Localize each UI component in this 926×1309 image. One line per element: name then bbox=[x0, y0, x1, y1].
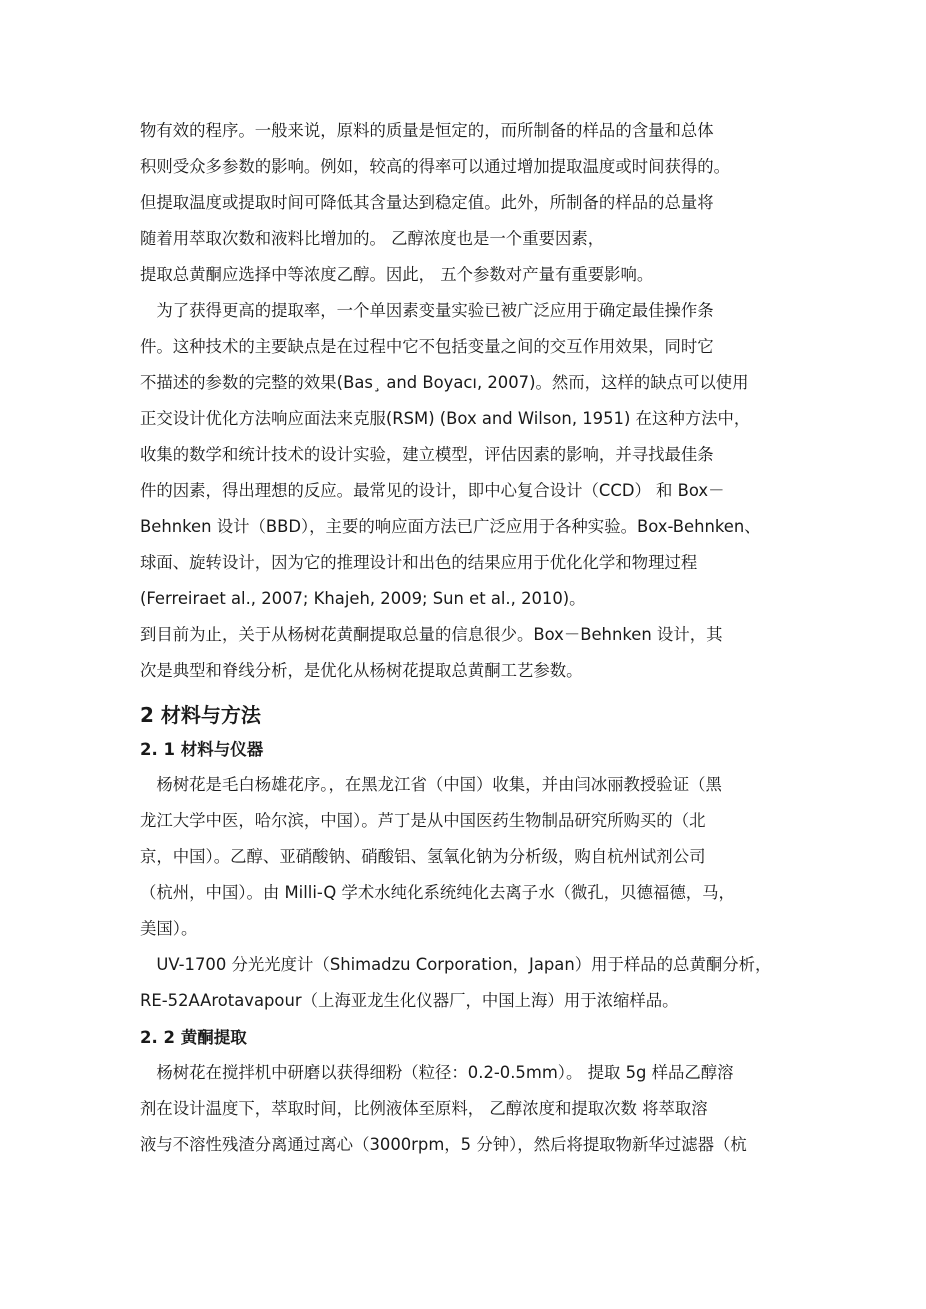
paragraph-5 bbox=[140, 947, 788, 1019]
text-line: 物有效的程序。一般来说，原料的质量是恒定的，而所制备的样品的含量和总体 bbox=[140, 121, 714, 140]
section-heading-2-2: 2. 2 黄酮提取 bbox=[140, 1028, 247, 1047]
text-line: 球面、旋转设计，因为它的推理设计和出色的结果应用于优化化学和物理过程 bbox=[140, 553, 698, 572]
text-line: Behnken 设计（BBD），主要的响应面方法已广泛应用于各种实验。Box-Behnken、 bbox=[140, 517, 761, 536]
text-line: (Ferreiraet al., 2007; Khajeh, 2009; Sun et al., 2010)。 bbox=[140, 589, 586, 608]
text-line: 随着用萃取次数和液料比增加的。 乙醇浓度也是一个重要因素， bbox=[140, 229, 605, 248]
text-line: 收集的数学和统计技术的设计实验，建立模型，评估因素的影响，并寻找最佳条 bbox=[140, 445, 714, 464]
text-line: 但提取温度或提取时间可降低其含量达到稳定值。此外，所制备的样品的总量将 bbox=[140, 193, 714, 212]
text-line: 液与不溶性残渣分离通过离心（3000rpm，5 分钟），然后将提取物新华过滤器（杭 bbox=[140, 1135, 747, 1154]
text-line: 杨树花是毛白杨雄花序。，在黑龙江省（中国）收集，并由闫冰丽教授验证（黑 bbox=[140, 775, 722, 794]
section-heading-2-1: 2. 1 材料与仪器 bbox=[140, 740, 264, 759]
paragraph-6 bbox=[140, 1055, 788, 1163]
text-line: 不描述的参数的完整的效果(Bas¸ and Boyacı, 2007)。然而，这样的缺点可以使用 bbox=[140, 373, 749, 392]
paragraph-2 bbox=[140, 293, 788, 617]
text-line: （杭州，中国）。由 Milli-Q 学术水纯化系统纯化去离子水（微孔，贝德福德，马， bbox=[140, 883, 735, 902]
text-line: 京，中国）。乙醇、亚硝酸钠、硝酸铝、氢氧化钠为分析级，购自杭州试剂公司 bbox=[140, 847, 706, 866]
text-line: 杨树花在搅拌机中研磨以获得细粉（粒径：0.2-0.5mm）。 提取 5g 样品乙醇溶 bbox=[140, 1063, 734, 1082]
text-line: 正交设计优化方法响应面法来克服(RSM) (Box and Wilson, 1951) 在这种方法中， bbox=[140, 409, 751, 428]
text-line: 次是典型和脊线分析，是优化从杨树花提取总黄酮工艺参数。 bbox=[140, 661, 583, 680]
text-line: 美国）。 bbox=[140, 919, 198, 938]
document-page bbox=[140, 113, 788, 1163]
paragraph-1 bbox=[140, 113, 788, 293]
text-line: 件。这种技术的主要缺点是在过程中它不包括变量之间的交互作用效果，同时它 bbox=[140, 337, 714, 356]
text-line: RE-52AArotavapour（上海亚龙生化仪器厂，中国上海）用于浓缩样品。 bbox=[140, 991, 679, 1010]
text-line: 剂在设计温度下，萃取时间，比例液体至原料， 乙醇浓度和提取次数 将萃取溶 bbox=[140, 1099, 708, 1118]
paragraph-4 bbox=[140, 767, 788, 947]
text-line: 件的因素，得出理想的反应。最常见的设计，即中心复合设计（CCD） 和 Box－ bbox=[140, 481, 725, 500]
text-line: 积则受众多参数的影响。例如，较高的得率可以通过增加提取温度或时间获得的。 bbox=[140, 157, 731, 176]
text-line: 到目前为止，关于从杨树花黄酮提取总量的信息很少。Box－Behnken 设计，其 bbox=[140, 625, 723, 644]
text-line: 为了获得更高的提取率，一个单因素变量实验已被广泛应用于确定最佳操作条 bbox=[140, 301, 714, 320]
paragraph-3 bbox=[140, 617, 788, 689]
text-line: UV-1700 分光光度计（Shimadzu Corporation，Japan）用于样品的总黄酮分析， bbox=[140, 955, 772, 974]
text-line: 提取总黄酮应选择中等浓度乙醇。因此， 五个参数对产量有重要影响。 bbox=[140, 265, 654, 284]
text-line: 龙江大学中医，哈尔滨，中国）。芦丁是从中国医药生物制品研究所购买的（北 bbox=[140, 811, 706, 830]
section-heading-2: 2 材料与方法 bbox=[140, 703, 261, 727]
